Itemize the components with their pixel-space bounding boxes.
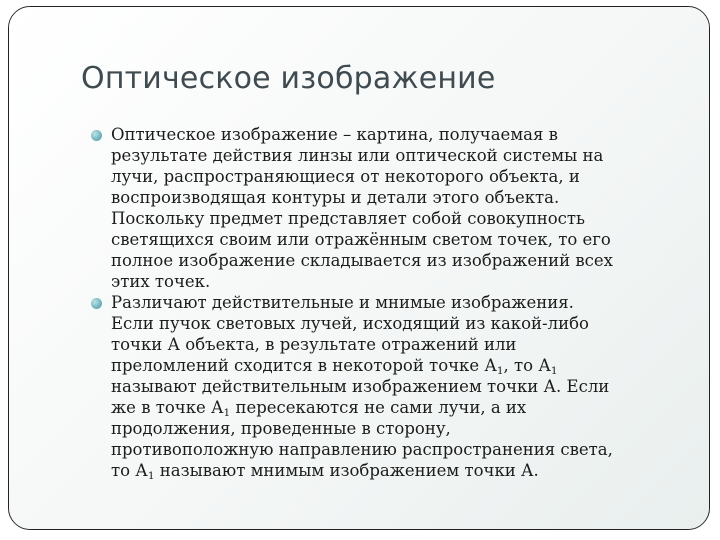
text-segment: пересекаются не сами лучи, а их — [230, 398, 527, 417]
bullet-dot-icon — [91, 130, 102, 141]
slide-title: Оптическое изображение — [81, 61, 496, 96]
text-line: воспроизводящая контуры и детали этого объекта. — [111, 188, 560, 207]
text-line: Оптическое изображение – картина, получаемая в — [111, 125, 558, 144]
text-line: Поскольку предмет представляет собой совокупность — [111, 209, 585, 228]
text-line: точки А объекта, в результате отражений или — [111, 335, 517, 354]
slide-frame — [8, 6, 710, 530]
subscript: 1 — [223, 407, 231, 419]
text-segment: , то А — [503, 356, 551, 375]
text-line: Различают действительные и мнимые изображения. — [111, 293, 574, 312]
text-line: этих точек. — [111, 272, 211, 291]
text-line: лучи, распространяющиеся от некоторого объекта, и — [111, 167, 580, 186]
text-line: продолжения, проведенные в сторону, — [111, 419, 451, 438]
bullet-item-definition — [91, 124, 691, 292]
text-segment: называют мнимым изображением точки А. — [154, 461, 539, 480]
text-line: светящихся своим или отражённым светом точек, то его — [111, 230, 611, 249]
subscript: 1 — [147, 470, 155, 482]
text-segment: то А — [111, 461, 148, 480]
text-line — [111, 355, 691, 376]
text-line — [111, 397, 691, 418]
text-line: противоположную направлению распространения света, — [111, 440, 613, 459]
text-segment: преломлений сходится в некоторой точке А — [111, 356, 497, 375]
subscript: 1 — [496, 365, 504, 377]
text-line — [111, 460, 691, 481]
subscript: 1 — [550, 365, 558, 377]
bullet-dot-icon — [91, 298, 102, 309]
slide-background — [9, 7, 709, 529]
text-line: называют действительным изображением точки А. Если — [111, 377, 610, 396]
bullet-list — [91, 124, 691, 481]
text-line: результате действия линзы или оптической системы на — [111, 146, 604, 165]
bullet-item-image-types — [91, 292, 691, 481]
text-line: Если пучок световых лучей, исходящий из какой-либо — [111, 314, 589, 333]
text-line: полное изображение складывается из изображений всех — [111, 251, 613, 270]
text-segment: же в точке А — [111, 398, 224, 417]
